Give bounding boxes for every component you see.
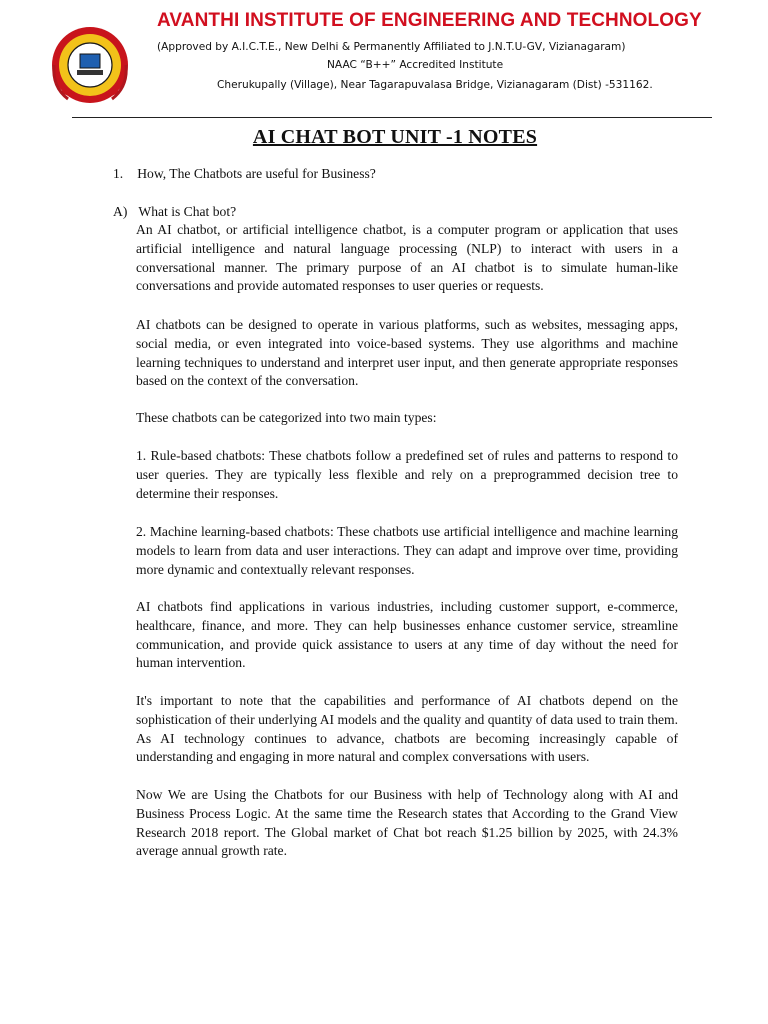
institute-logo bbox=[50, 25, 130, 105]
paragraph-text: AI chatbots find applications in various industries, including customer support, e-commerce, healthcare, finance, and more. They can help businesses enhance customer service, streamline communication, and provide quick assistance to users at any time of day without the need for human intervention. bbox=[136, 599, 678, 671]
paragraph-text: 2. Machine learning-based chatbots: These chatbots use artificial intelligence and machine learning models to learn from data and user interactions. They can adapt and improve over time, providing more dynamic and contextually relevant responses. bbox=[136, 524, 678, 577]
paragraph bbox=[136, 221, 678, 296]
paragraph-text: 1. Rule-based chatbots: These chatbots follow a predefined set of rules and patterns to respond to user queries. They are typically less flexible and rely on a preprogrammed decision tree to determine their responses. bbox=[136, 448, 678, 501]
paragraph bbox=[136, 692, 678, 767]
paragraph bbox=[136, 447, 678, 503]
address-line: Cherukupally (Village), Near Tagarapuvalasa Bridge, Vizianagaram (Dist) -531162. bbox=[217, 79, 653, 91]
institute-name: AVANTHI INSTITUTE OF ENGINEERING AND TECHNOLOGY bbox=[157, 10, 702, 31]
approval-line: (Approved by A.I.C.T.E., New Delhi & Permanently Affiliated to J.N.T.U-GV, Vizianagaram) bbox=[157, 41, 626, 53]
paragraph-text: Now We are Using the Chatbots for our Business with help of Technology along with AI and Business Process Logic. At the same time the Research states that According to the Grand View Research 2018 report. The Global market of Chat bot reach $1.25 billion by 2025, with 24.3% average annual growth rate. bbox=[136, 787, 678, 859]
paragraph-text: An AI chatbot, or artificial intelligence chatbot, is a computer program or application that uses artificial intelligence and natural language processing (NLP) to interact with users in a conversational manner. The primary purpose of an AI chatbot is to simulate human-like conversations and provide automated responses to user queries or requests. bbox=[136, 222, 678, 294]
paragraph-text: These chatbots can be categorized into two main types: bbox=[136, 410, 437, 425]
subquestion-marker: A) bbox=[113, 204, 128, 219]
paragraph bbox=[136, 523, 678, 579]
paragraph bbox=[136, 786, 678, 861]
question-number: 1. bbox=[113, 166, 124, 181]
subquestion-text: What is Chat bot? bbox=[138, 204, 237, 219]
header-divider bbox=[72, 117, 712, 118]
paragraph bbox=[136, 316, 678, 391]
question-text: How, The Chatbots are useful for Business? bbox=[137, 166, 376, 181]
paragraph bbox=[136, 409, 678, 428]
paragraph-text: It's important to note that the capabilities and performance of AI chatbots depend on the sophistication of their underlying AI models and the quality and quantity of data used to train them. As AI technology continues to advance, chatbots are becoming increasingly capable of understanding and engaging in more natural and complex conversations with users. bbox=[136, 693, 678, 765]
paragraph bbox=[136, 598, 678, 673]
subquestion-heading bbox=[113, 204, 236, 220]
document-title: AI CHAT BOT UNIT -1 NOTES bbox=[252, 126, 538, 148]
question-heading bbox=[113, 166, 376, 182]
paragraph-text: AI chatbots can be designed to operate in various platforms, such as websites, messaging apps, social media, or even integrated into voice-based systems. They use algorithms and machine learning techniques to understand and interpret user input, and then generate appropriate responses based on the context of the conversation. bbox=[136, 317, 678, 389]
accreditation-line: NAAC “B++” Accredited Institute bbox=[327, 59, 504, 71]
